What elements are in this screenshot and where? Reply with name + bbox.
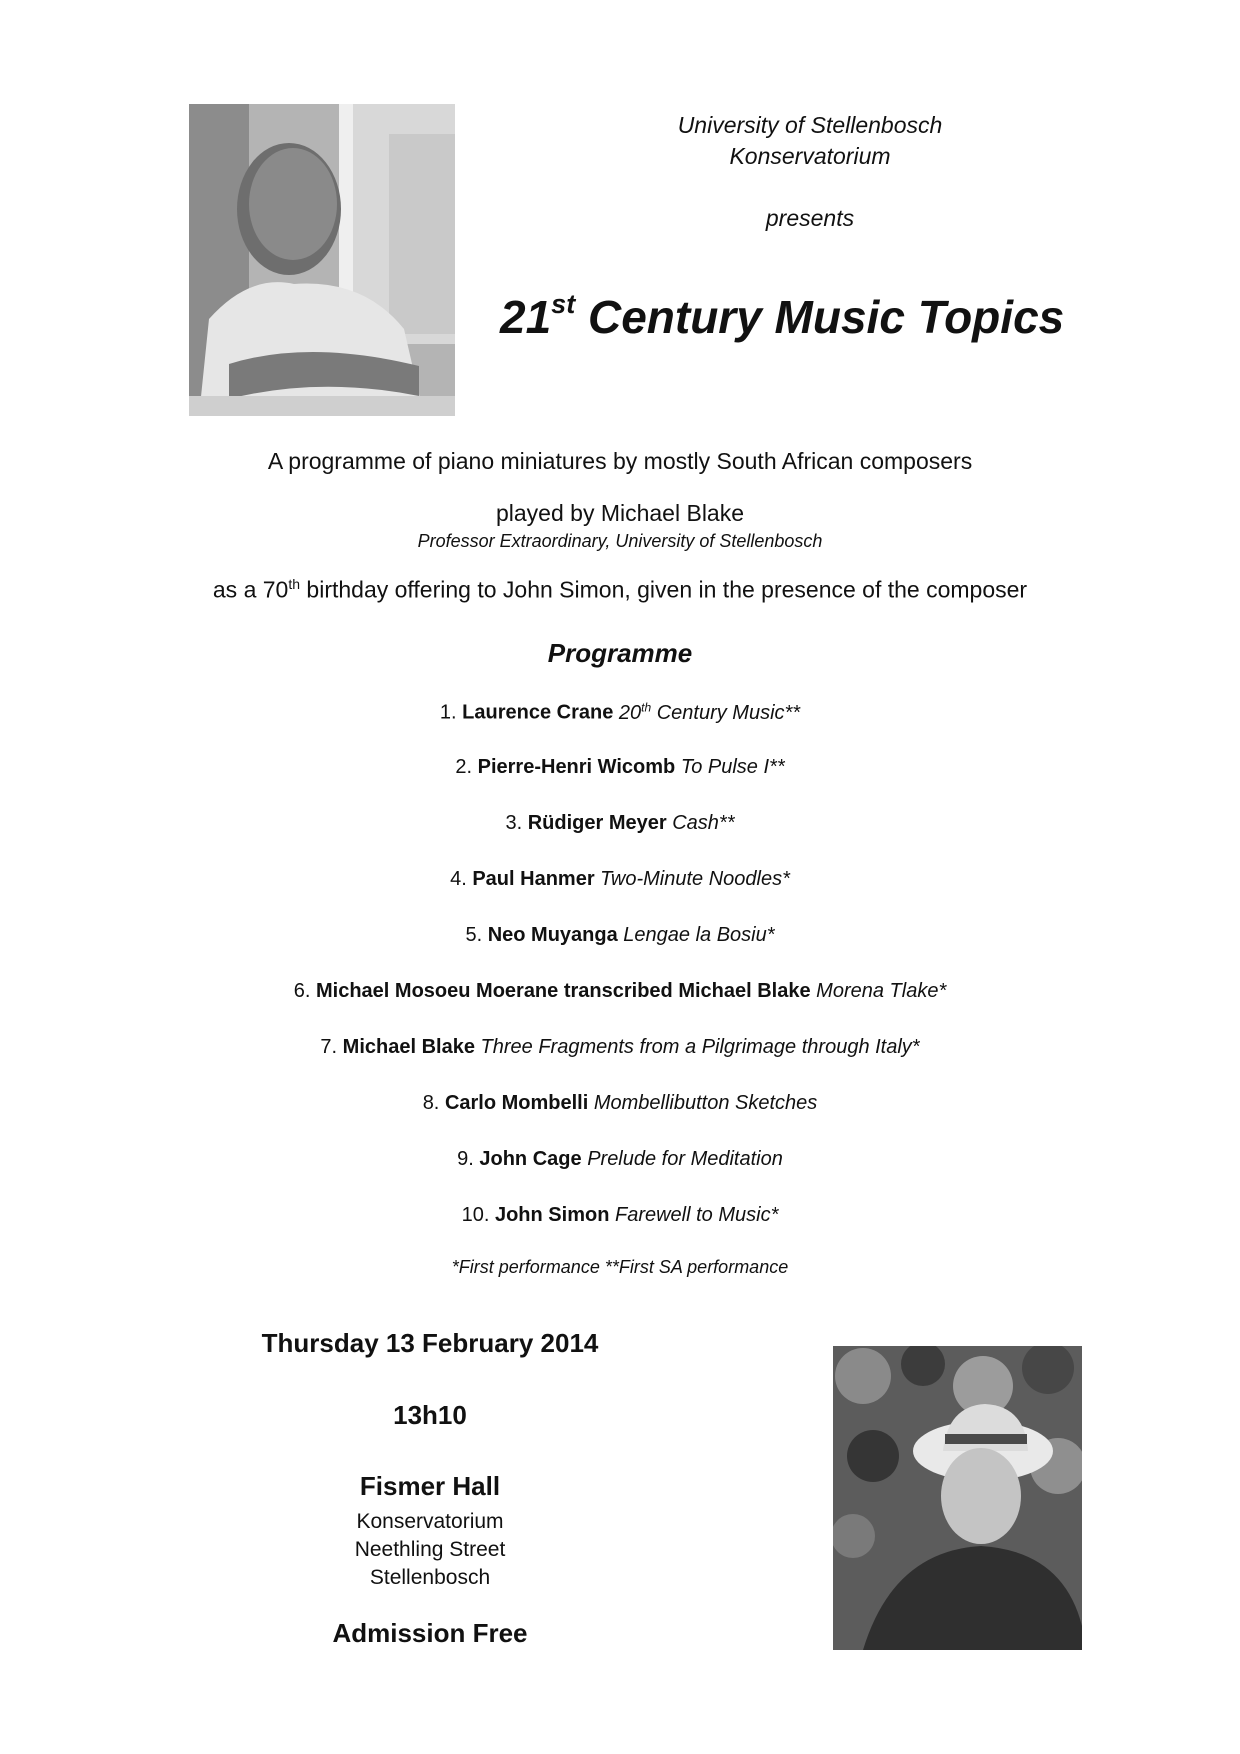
composer-name: Neo Muyanga	[487, 924, 618, 946]
work-title: Two-Minute Noodles*	[600, 868, 790, 890]
venue-name: Fismer Hall	[359, 1471, 501, 1501]
programme-item	[0, 1036, 1240, 1092]
presenter-block	[600, 110, 1020, 172]
item-number: 3.	[505, 812, 528, 834]
programme-description: A programme of piano miniatures by mostly South African composers	[267, 448, 973, 474]
work-title: Lengae la Bosiu*	[623, 924, 775, 946]
composer-name: Michael Blake	[342, 1036, 475, 1058]
dedication-text-after: birthday offering to John Simon, given in the presence of the composer	[300, 576, 1028, 603]
dedication-ordinal-suffix: th	[288, 576, 301, 592]
work-title-text: Century Music**	[651, 701, 801, 724]
work-title: Cash**	[672, 812, 735, 834]
department-name: Konservatorium	[729, 143, 891, 169]
photo-john-simon-image	[833, 1346, 1082, 1650]
work-title: Farewell to Music*	[614, 1204, 779, 1226]
programme-item	[0, 756, 1240, 812]
performer-affiliation: Professor Extraordinary, University of Stellenbosch	[417, 531, 823, 551]
item-number: 1.	[439, 701, 463, 724]
composer-name: Rüdiger Meyer	[527, 812, 667, 834]
programme-item	[0, 1092, 1240, 1148]
work-title	[619, 702, 800, 724]
work-title: To Pulse I**	[680, 756, 785, 778]
venue-address	[230, 1508, 630, 1592]
composer-name: Laurence Crane	[462, 701, 614, 724]
programme-item	[0, 924, 1240, 980]
title-text: Century Music Topics	[575, 291, 1065, 343]
item-number: 2.	[455, 756, 478, 778]
address-line: Stellenbosch	[369, 1566, 491, 1589]
photo-michael-blake	[189, 104, 455, 416]
programme-list	[0, 700, 1240, 1260]
item-number: 8.	[422, 1092, 445, 1114]
composer-name: Carlo Mombelli	[444, 1092, 589, 1114]
title-ordinal-suffix: st	[551, 288, 576, 319]
work-title-ordinal-suffix: th	[641, 700, 652, 714]
item-number: 9.	[457, 1148, 480, 1170]
work-title-prefix: 20	[618, 701, 642, 724]
item-number: 10.	[461, 1204, 495, 1226]
programme-item	[0, 812, 1240, 868]
work-title: Mombellibutton Sketches	[593, 1092, 818, 1114]
title-number: 21	[500, 291, 552, 343]
institution-name: University of Stellenbosch	[677, 112, 943, 138]
programme-item	[0, 1148, 1240, 1204]
performance-footnote: *First performance **First SA performance	[451, 1257, 789, 1277]
event-time: 13h10	[393, 1400, 467, 1430]
photo-michael-blake-image	[189, 104, 455, 416]
item-number: 6.	[293, 980, 316, 1002]
programme-item	[0, 980, 1240, 1036]
presents-text: presents	[765, 205, 855, 231]
composer-name: John Simon	[494, 1204, 610, 1226]
work-title: Three Fragments from a Pilgrimage through Italy*	[480, 1036, 920, 1058]
address-line: Neethling Street	[354, 1538, 506, 1561]
address-line: Konservatorium	[356, 1510, 504, 1533]
programme-item	[0, 868, 1240, 924]
event-date: Thursday 13 February 2014	[261, 1328, 599, 1358]
programme-item	[0, 700, 1240, 756]
item-number: 5.	[465, 924, 488, 946]
dedication-line	[0, 576, 1240, 604]
item-number: 7.	[320, 1036, 343, 1058]
composer-name: Pierre-Henri Wicomb	[477, 756, 676, 778]
composer-name: John Cage	[479, 1148, 582, 1170]
programme-item	[0, 1204, 1240, 1260]
photo-john-simon	[833, 1346, 1082, 1650]
performer-line: played by Michael Blake	[495, 500, 745, 526]
admission-note: Admission Free	[332, 1618, 528, 1648]
work-title: Morena Tlake*	[816, 980, 947, 1002]
composer-name: Paul Hanmer	[472, 868, 595, 890]
work-title: Prelude for Meditation	[587, 1148, 783, 1170]
item-number: 4.	[450, 868, 473, 890]
page-title	[500, 290, 1100, 344]
dedication-text-before: as a 70	[212, 576, 289, 603]
programme-heading: Programme	[547, 638, 693, 668]
composer-name: Michael Mosoeu Moerane transcribed Michael Blake	[316, 980, 811, 1002]
